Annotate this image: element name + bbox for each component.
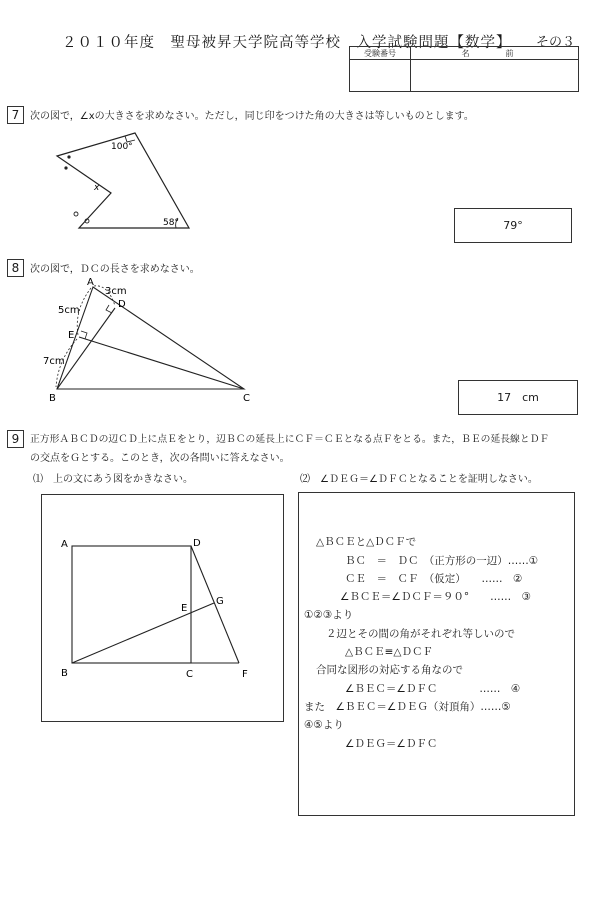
- q9-number: 9: [7, 430, 24, 448]
- q7-label-angle-bottom: 58°: [163, 218, 179, 228]
- proof-line-12: ∠ＤＥＧ＝∠ＤＦＣ: [345, 738, 438, 750]
- proof-line-9: ∠ＢＥＣ＝∠ＤＦＣ …… ④: [345, 683, 521, 695]
- q9-label-F: F: [242, 669, 248, 680]
- q9-text-line1: 正方形ＡＢＣＤの辺ＣＤ上に点Ｅをとり，辺ＢＣの延長上にＣＦ＝ＣＥとなる点Ｆをとる。また，ＢＥの延長線とＤＦ: [30, 434, 550, 445]
- proof-line-10: また ∠ＢＥＣ＝∠ＤＥＧ（対頂角）……⑤: [304, 701, 511, 713]
- q9-figure-frame: [41, 494, 284, 722]
- q9-segment-BG: [72, 603, 214, 663]
- q8-label-E: E: [68, 330, 75, 341]
- proof-line-4: ∠ＢＣＥ＝∠ＤＣＦ＝９０° …… ③: [340, 591, 531, 603]
- proof-line-3: ＣＥ ＝ ＣＦ （仮定） …… ②: [345, 573, 523, 585]
- q9-proof-box: [298, 492, 575, 816]
- q8-number: 8: [7, 259, 24, 277]
- q7-text: 次の図で，∠xの大きさを求めなさい。ただし，同じ印をつけた角の大きさは等しいものとします。: [30, 111, 474, 122]
- q9-label-G: G: [216, 596, 224, 607]
- proof-line-1: △ＢＣＥと△ＤＣＦで: [316, 536, 417, 548]
- q8-label-D: D: [118, 299, 126, 310]
- q7-dot-mark-1: [67, 155, 70, 158]
- q8-label-EB: 7cm: [43, 356, 65, 367]
- q7-answer-box: 79°: [454, 208, 572, 243]
- q8-label-AE: 5cm: [58, 305, 80, 316]
- q9-sub1-prompt: ⑴ 上の文にあう図をかきなさい。: [33, 474, 193, 485]
- q8-label-B: B: [49, 393, 56, 404]
- name-label: 名 前: [411, 47, 579, 60]
- q8-label-AD: 3cm: [105, 286, 127, 297]
- q9-label-C: C: [186, 669, 193, 680]
- proof-line-11: ④⑤より: [304, 719, 344, 731]
- student-id-box: [349, 46, 579, 92]
- q8-label-C: C: [243, 393, 250, 404]
- q7-label-angle-x: x: [94, 183, 100, 193]
- q9-label-E: E: [181, 603, 188, 614]
- q8-text: 次の図で，ＤＣの長さを求めなさい。: [30, 264, 200, 275]
- q7-number: 7: [7, 106, 24, 124]
- exam-title: ２０１０年度 聖母被昇天学院高等学校 入学試験問題【数学】: [62, 35, 512, 51]
- page-indicator: その３: [536, 35, 576, 50]
- q9-figure: [42, 495, 283, 721]
- q8-segment-EC: [79, 337, 244, 389]
- q9-label-B: B: [61, 668, 68, 679]
- q7-figure: [45, 128, 205, 238]
- name-field[interactable]: [411, 60, 579, 92]
- proof-line-8: 合同な図形の対応する角なので: [316, 664, 463, 676]
- q9-sub2-prompt: ⑵ ∠ＤＥＧ＝∠ＤＦＣとなることを証明しなさい。: [300, 474, 538, 485]
- q9-label-A: A: [61, 539, 68, 550]
- q9-segment-DF: [191, 546, 239, 663]
- q8-segment-BD: [57, 308, 115, 389]
- proof-line-7: △ＢＣＥ≡△ＤＣＦ: [345, 646, 433, 658]
- q7-dot-mark-2: [64, 166, 67, 169]
- q8-label-A: A: [87, 277, 94, 288]
- q7-circle-mark-1: [74, 212, 78, 216]
- q8-answer-box: 17 cm: [458, 380, 578, 415]
- q7-label-angle-top: 100°: [111, 142, 133, 152]
- exam-number-field[interactable]: [350, 60, 411, 92]
- q9-label-D: D: [193, 538, 201, 549]
- q8-figure: [30, 272, 270, 407]
- proof-line-5: ①②③より: [304, 609, 354, 621]
- exam-number-label: 受験番号: [350, 47, 411, 60]
- proof-line-2: ＢＣ ＝ ＤＣ （正方形の一辺）……①: [345, 555, 539, 567]
- proof-line-6: ２辺とその間の角がそれぞれ等しいので: [326, 628, 515, 640]
- q9-square-ABCD: [72, 546, 191, 663]
- q8-right-angle-D: [106, 305, 112, 313]
- q9-text-line2: の交点をＧとする。このとき，次の各問いに答えなさい。: [30, 453, 290, 464]
